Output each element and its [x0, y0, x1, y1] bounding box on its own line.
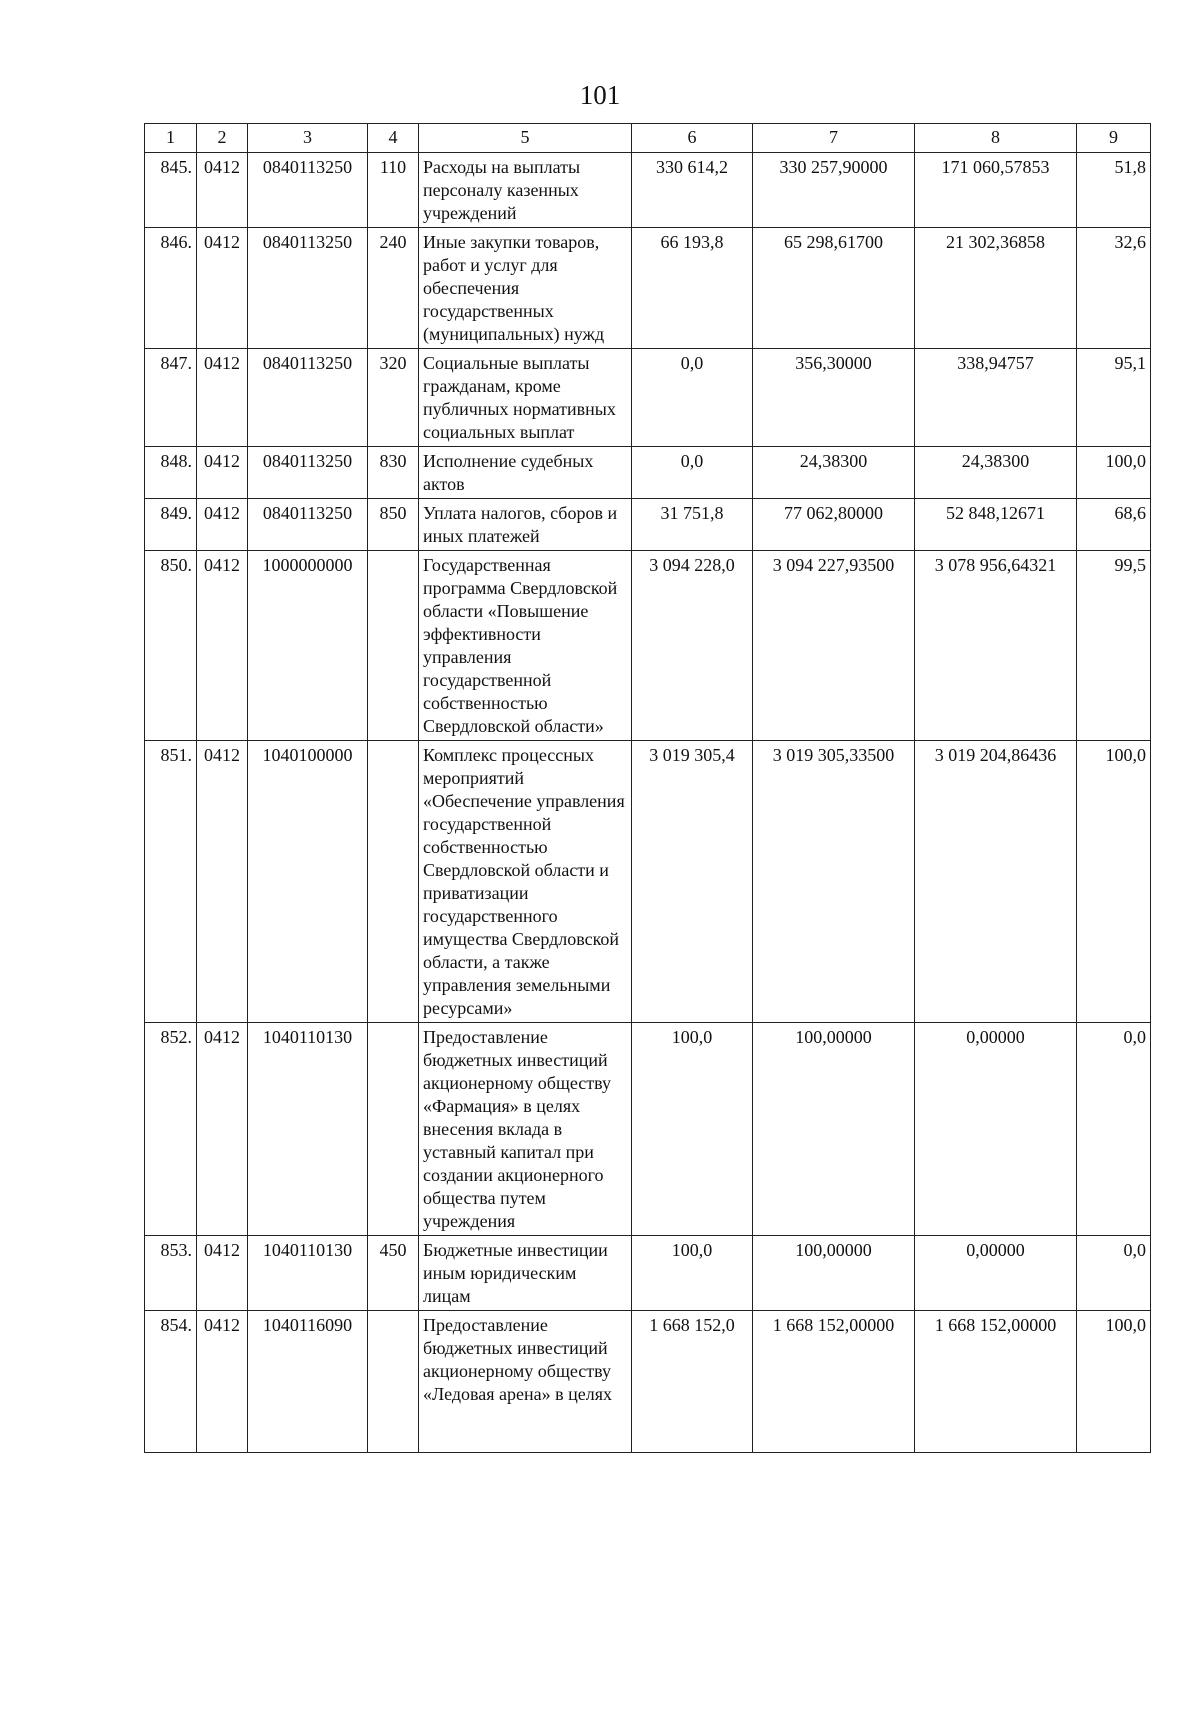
approved-amount: 65 298,61700: [753, 228, 915, 349]
approved-amount: 3 019 305,33500: [753, 741, 915, 1023]
executed-amount: 0,00000: [915, 1023, 1077, 1236]
section-code: 0412: [197, 499, 248, 551]
target-code: 0840113250: [248, 228, 368, 349]
expense-type-code: [368, 551, 419, 741]
budget-table: [144, 123, 1151, 1453]
plan-amount: 31 751,8: [632, 499, 753, 551]
executed-amount: 21 302,36858: [915, 228, 1077, 349]
table-row: [145, 741, 1151, 1023]
section-code: 0412: [197, 447, 248, 499]
row-number: 848.: [145, 447, 197, 499]
col-header: 2: [197, 124, 248, 153]
row-number: 846.: [145, 228, 197, 349]
approved-amount: 356,30000: [753, 349, 915, 447]
expense-type-code: [368, 741, 419, 1023]
target-code: 1040110130: [248, 1236, 368, 1311]
row-number: 845.: [145, 153, 197, 228]
col-header: 4: [368, 124, 419, 153]
header-row: [145, 124, 1151, 153]
executed-amount: 52 848,12671: [915, 499, 1077, 551]
section-code: 0412: [197, 1236, 248, 1311]
item-name: Бюджетные инвестиции иным юридическим лицам: [419, 1236, 632, 1311]
col-header: 6: [632, 124, 753, 153]
expense-type-code: 320: [368, 349, 419, 447]
target-code: 0840113250: [248, 349, 368, 447]
approved-amount: 77 062,80000: [753, 499, 915, 551]
plan-amount: 330 614,2: [632, 153, 753, 228]
item-name: Исполнение судебных актов: [419, 447, 632, 499]
execution-percent: 99,5: [1077, 551, 1151, 741]
section-code: 0412: [197, 153, 248, 228]
item-name: Расходы на выплаты персоналу казенных учреждений: [419, 153, 632, 228]
item-name: Предоставление бюджетных инвестиций акционерному обществу «Ледовая арена» в целях: [419, 1311, 632, 1453]
target-code: 1040110130: [248, 1023, 368, 1236]
execution-percent: 32,6: [1077, 228, 1151, 349]
section-code: 0412: [197, 1023, 248, 1236]
item-name: Уплата налогов, сборов и иных платежей: [419, 499, 632, 551]
item-name: Социальные выплаты гражданам, кроме публичных нормативных социальных выплат: [419, 349, 632, 447]
row-number: 851.: [145, 741, 197, 1023]
item-name: Комплекс процессных мероприятий «Обеспечение управления государственной собственностью Свердловской области и приватизации государственного имущества Свердловской области, а также управления земельными ресурсами»: [419, 741, 632, 1023]
table-row: [145, 551, 1151, 741]
execution-percent: 100,0: [1077, 1311, 1151, 1453]
table-row: [145, 499, 1151, 551]
approved-amount: 100,00000: [753, 1023, 915, 1236]
target-code: 1000000000: [248, 551, 368, 741]
approved-amount: 24,38300: [753, 447, 915, 499]
col-header: 7: [753, 124, 915, 153]
row-number: 847.: [145, 349, 197, 447]
target-code: 0840113250: [248, 447, 368, 499]
approved-amount: 1 668 152,00000: [753, 1311, 915, 1453]
expense-type-code: 850: [368, 499, 419, 551]
section-code: 0412: [197, 228, 248, 349]
col-header: 8: [915, 124, 1077, 153]
execution-percent: 95,1: [1077, 349, 1151, 447]
item-name: Государственная программа Свердловской области «Повышение эффективности управления государственной собственностью Свердловской области»: [419, 551, 632, 741]
approved-amount: 3 094 227,93500: [753, 551, 915, 741]
executed-amount: 171 060,57853: [915, 153, 1077, 228]
approved-amount: 100,00000: [753, 1236, 915, 1311]
target-code: 1040116090: [248, 1311, 368, 1453]
executed-amount: 338,94757: [915, 349, 1077, 447]
plan-amount: 0,0: [632, 349, 753, 447]
expense-type-code: 240: [368, 228, 419, 349]
plan-amount: 1 668 152,0: [632, 1311, 753, 1453]
row-number: 850.: [145, 551, 197, 741]
plan-amount: 3 094 228,0: [632, 551, 753, 741]
executed-amount: 24,38300: [915, 447, 1077, 499]
approved-amount: 330 257,90000: [753, 153, 915, 228]
executed-amount: 3 019 204,86436: [915, 741, 1077, 1023]
execution-percent: 51,8: [1077, 153, 1151, 228]
executed-amount: 3 078 956,64321: [915, 551, 1077, 741]
col-header: 3: [248, 124, 368, 153]
plan-amount: 100,0: [632, 1023, 753, 1236]
expense-type-code: 110: [368, 153, 419, 228]
execution-percent: 68,6: [1077, 499, 1151, 551]
row-number: 853.: [145, 1236, 197, 1311]
expense-type-code: [368, 1311, 419, 1453]
row-number: 854.: [145, 1311, 197, 1453]
plan-amount: 3 019 305,4: [632, 741, 753, 1023]
row-number: 852.: [145, 1023, 197, 1236]
target-code: 0840113250: [248, 153, 368, 228]
executed-amount: 0,00000: [915, 1236, 1077, 1311]
section-code: 0412: [197, 741, 248, 1023]
execution-percent: 0,0: [1077, 1236, 1151, 1311]
execution-percent: 100,0: [1077, 741, 1151, 1023]
execution-percent: 100,0: [1077, 447, 1151, 499]
table-row: [145, 1311, 1151, 1453]
plan-amount: 66 193,8: [632, 228, 753, 349]
expense-type-code: [368, 1023, 419, 1236]
plan-amount: 100,0: [632, 1236, 753, 1311]
item-name: Иные закупки товаров, работ и услуг для обеспечения государственных (муниципальных) нужд: [419, 228, 632, 349]
table-row: [145, 228, 1151, 349]
table-row: [145, 447, 1151, 499]
executed-amount: 1 668 152,00000: [915, 1311, 1077, 1453]
table-row: [145, 153, 1151, 228]
execution-percent: 0,0: [1077, 1023, 1151, 1236]
col-header: 1: [145, 124, 197, 153]
table-row: [145, 1236, 1151, 1311]
section-code: 0412: [197, 349, 248, 447]
col-header: 5: [419, 124, 632, 153]
plan-amount: 0,0: [632, 447, 753, 499]
table-row: [145, 349, 1151, 447]
section-code: 0412: [197, 1311, 248, 1453]
item-name: Предоставление бюджетных инвестиций акционерному обществу «Фармация» в целях внесения вклада в уставный капитал при создании акционерного общества путем учреждения: [419, 1023, 632, 1236]
page-number: 101: [579, 80, 621, 110]
row-number: 849.: [145, 499, 197, 551]
table-row: [145, 1023, 1151, 1236]
expense-type-code: 450: [368, 1236, 419, 1311]
col-header: 9: [1077, 124, 1151, 153]
target-code: 0840113250: [248, 499, 368, 551]
section-code: 0412: [197, 551, 248, 741]
target-code: 1040100000: [248, 741, 368, 1023]
expense-type-code: 830: [368, 447, 419, 499]
